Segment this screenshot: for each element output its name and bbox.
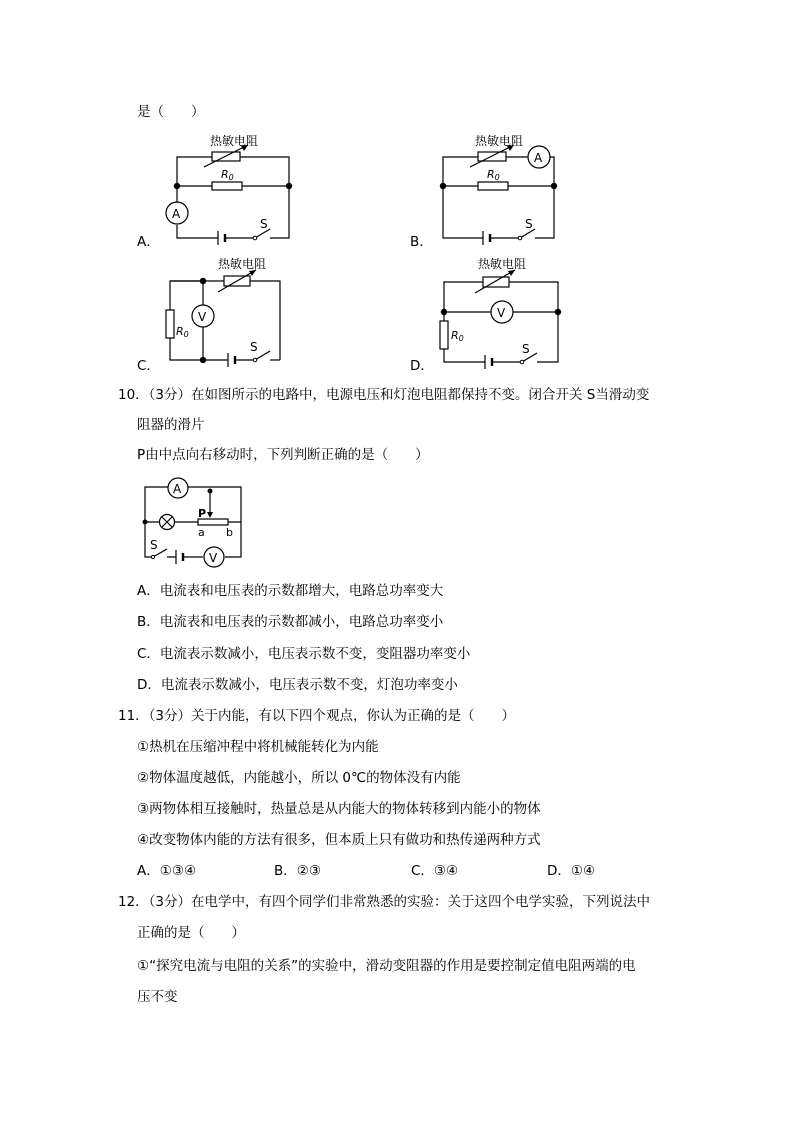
terminal-a-label: a <box>198 526 205 539</box>
ammeter-label: A <box>173 482 182 496</box>
thermistor-label: 热敏电阻 <box>478 257 527 271</box>
q10-option-b[interactable]: B．电流表和电压表的示数都减小，电路总功率变小 <box>137 614 444 630</box>
circuit-diagram-a <box>160 130 310 248</box>
switch-label: S <box>525 217 533 231</box>
r0-label: R0 <box>221 168 234 182</box>
q12-stem-line1: 12．（3分）在电学中，有四个同学们非常熟悉的实验：关于这四个电学实验，下列说法中 <box>118 894 651 910</box>
terminal-b-label: b <box>226 526 233 539</box>
r0-label: R0 <box>451 329 464 343</box>
q11-stem: 11．（3分）关于内能，有以下四个观点，你认为正确的是（ ） <box>118 708 516 724</box>
option-b-label[interactable]: B． <box>410 234 433 250</box>
option-c-label[interactable]: C． <box>137 358 160 374</box>
switch-label: S <box>250 340 258 354</box>
q11-choice-c[interactable]: C．③④ <box>411 863 459 879</box>
voltmeter-label: V <box>198 310 207 324</box>
circuit-diagram-c <box>158 255 288 370</box>
slider-p-label: P <box>198 507 207 520</box>
q12-item-1-line1: ①“探究电流与电阻的关系”的实验中，滑动变阻器的作用是要控制定值电阻两端的电 <box>137 958 636 974</box>
q11-choice-b[interactable]: B．②③ <box>274 863 321 879</box>
q10-option-a[interactable]: A．电流表和电压表的示数都增大，电路总功率变大 <box>137 583 444 599</box>
r0-label: R0 <box>176 325 189 339</box>
circuit-diagram-d <box>430 255 565 370</box>
q11-item-2: ②物体温度越低，内能越小，所以 0℃的物体没有内能 <box>137 770 461 786</box>
circuit-diagram-q10 <box>138 475 248 570</box>
circuit-diagram-b <box>425 130 575 248</box>
q11-item-3: ③两物体相互接触时，热量总是从内能大的物体转移到内能小的物体 <box>137 801 541 817</box>
q9-tail-text: 是（ ） <box>137 104 205 120</box>
switch-label: S <box>150 538 158 552</box>
q12-stem-line2: 正确的是（ ） <box>137 925 245 941</box>
thermistor-label: 热敏电阻 <box>210 134 259 148</box>
q10-option-d[interactable]: D．电流表示数减小，电压表示数不变，灯泡功率变小 <box>137 677 458 693</box>
thermistor-label: 热敏电阻 <box>218 257 267 271</box>
option-d-label[interactable]: D． <box>410 358 434 374</box>
q11-item-1: ①热机在压缩冲程中将机械能转化为内能 <box>137 739 379 755</box>
switch-label: S <box>522 342 530 356</box>
q11-item-4: ④改变物体内能的方法有很多，但本质上只有做功和热传递两种方式 <box>137 832 541 848</box>
q12-item-1-line2: 压不变 <box>137 989 178 1005</box>
option-a-label[interactable]: A． <box>137 234 160 250</box>
q10-option-c[interactable]: C．电流表示数减小，电压表示数不变，变阻器功率变小 <box>137 646 471 662</box>
q10-stem-line1: 10．（3分）在如图所示的电路中，电源电压和灯泡电阻都保持不变。闭合开关 S当滑动变 <box>118 387 650 403</box>
switch-label: S <box>260 217 268 231</box>
voltmeter-label: V <box>497 306 506 320</box>
voltmeter-label: V <box>209 551 218 565</box>
q11-choice-d[interactable]: D．①④ <box>547 863 596 879</box>
q11-choice-a[interactable]: A．①③④ <box>137 863 197 879</box>
q10-stem-line2: 阻器的滑片 <box>137 417 205 433</box>
thermistor-label: 热敏电阻 <box>475 134 524 148</box>
q10-stem-line3: P由中点向右移动时，下列判断正确的是（ ） <box>137 447 429 463</box>
r0-label: R0 <box>487 168 500 182</box>
ammeter-label: A <box>534 151 543 165</box>
ammeter-label: A <box>172 207 181 221</box>
